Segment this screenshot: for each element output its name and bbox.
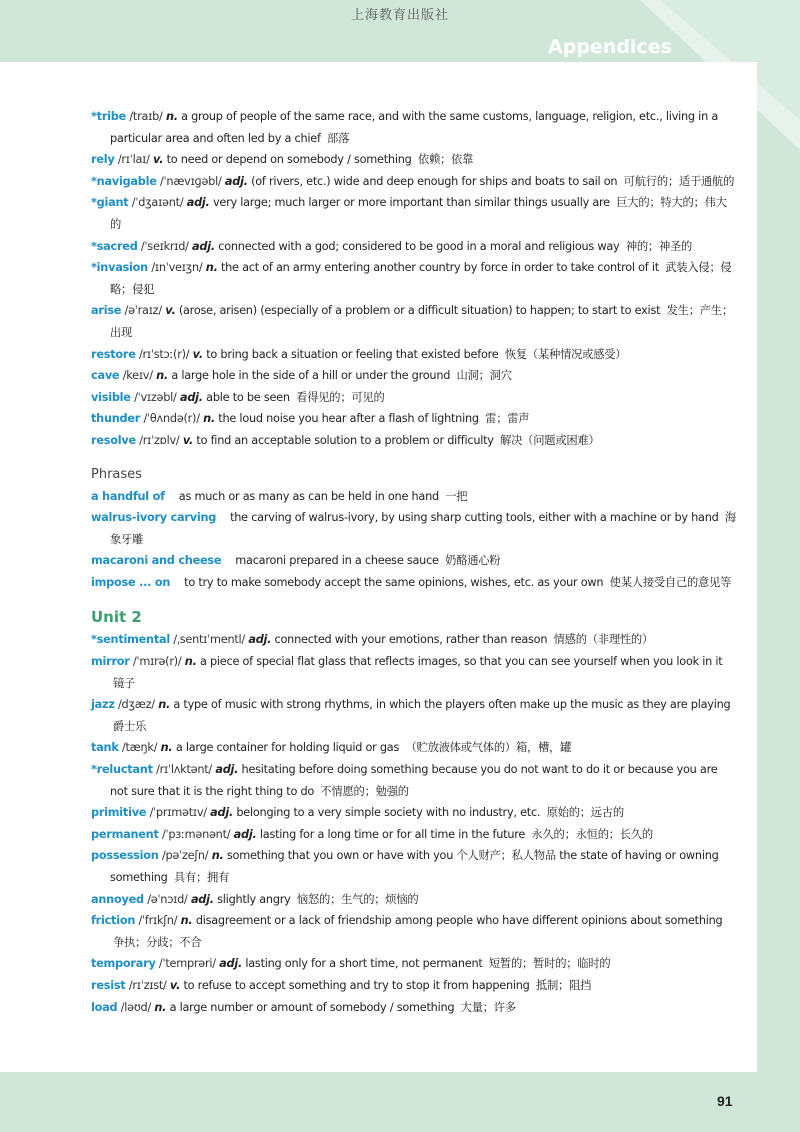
entry-translation: 具有；拥有 [173, 871, 230, 884]
entry-definition: a group of people of the same race, and with the same customs, language, religion, etc., living in a particular area and often led by a chief [110, 110, 718, 145]
entry-headword: arise [91, 304, 122, 318]
phrase-term: a handful of [91, 489, 165, 503]
word-entry [91, 300, 736, 343]
word-entry [91, 192, 736, 235]
entry-star: * [91, 196, 97, 210]
entry-pronunciation: /ˌsentɪˈmentl/ [173, 633, 245, 647]
entry-headword: giant [96, 196, 129, 210]
entry-pronunciation: /ˈvɪzəbl/ [134, 390, 177, 404]
entry-part-of-speech: n. [165, 110, 178, 123]
entry-definition: a type of music with strong rhythms, in which the players often make up the music as they are playing [173, 698, 731, 712]
entry-headword: permanent [91, 827, 159, 841]
entry-part-of-speech: n. [203, 412, 215, 426]
entry-pronunciation: /rɪˈzɪst/ [128, 978, 167, 992]
entry-part-of-speech: adj. [179, 390, 203, 404]
entry-part-of-speech: v. [153, 153, 164, 167]
entry-part-of-speech: v. [182, 433, 194, 447]
entry-headword: restore [91, 347, 136, 361]
entry-part-of-speech: adj. [248, 633, 272, 647]
entry-translation: 短暂的；暂时的；临时的 [488, 957, 611, 971]
entry-headword: resist [91, 978, 126, 992]
entry-translation: 依赖；依靠 [417, 153, 474, 167]
entry-star: * [91, 110, 97, 123]
entry-definition: very large; much larger or more important than similar things usually are [212, 196, 610, 210]
word-entry [91, 737, 736, 759]
entry-pronunciation: /ˈmɪrə(r)/ [132, 655, 182, 669]
entry-part-of-speech: adj. [190, 892, 214, 906]
phrase-definition: to try to make somebody accept the same opinions, wishes, etc. as your own [184, 575, 604, 589]
entry-pronunciation: /pəˈzeʃn/ [161, 849, 209, 863]
phrase-term: macaroni and cheese [91, 554, 222, 568]
word-entry [91, 387, 736, 409]
word-entry [91, 257, 736, 300]
entry-definition: connected with a god; considered to be good in a moral and religious way [218, 239, 620, 253]
entry-definition: connected with your emotions, rather than reason [274, 633, 548, 647]
entry-part-of-speech: adj. [210, 806, 234, 820]
entry-headword: primitive [91, 806, 147, 820]
entry-definition: (arose, arisen) (especially of a problem or a difficult situation) to happen; to start to exist [178, 304, 661, 318]
entry-pronunciation: /əˈnɔɪd/ [147, 892, 188, 906]
entry-translation: 爵士乐 [113, 719, 147, 733]
entry-definition: lasting only for a short time, not permanent [245, 957, 483, 971]
entry-definition: lasting for a long time or for all time in the future [259, 827, 526, 841]
entry-translation: 雷；雷声 [485, 412, 530, 426]
entry-star: * [91, 763, 97, 777]
unit2-word-list [91, 629, 736, 1018]
phrase-translation: 使某人接受自己的意见等 [609, 575, 732, 589]
entry-part-of-speech: adj. [224, 174, 248, 188]
word-entry [91, 889, 736, 911]
entry-pronunciation: /tæŋk/ [121, 741, 158, 755]
entry-translation: 镜子 [113, 676, 136, 690]
entry-part-of-speech: n. [180, 914, 193, 928]
entry-pronunciation: /ˈseɪkrɪd/ [140, 239, 189, 253]
entry-headword: rely [91, 153, 115, 167]
word-entry [91, 975, 736, 997]
entry-headword: jazz [91, 698, 115, 712]
entry-part-of-speech: adj. [192, 239, 215, 253]
phrase-entry [91, 550, 736, 572]
entry-star: * [91, 633, 97, 647]
entry-pronunciation: /ɪnˈveɪʒn/ [151, 261, 203, 275]
entry-definition: able to be seen [206, 390, 290, 404]
entry-part-of-speech: n. [154, 1000, 167, 1014]
entry-headword: sentimental [96, 633, 170, 647]
entry-translation: 发生；产生；出现 [110, 304, 733, 339]
word-entry [91, 171, 736, 193]
entry-headword: friction [91, 914, 136, 928]
phrase-term: walrus-ivory carving [91, 511, 217, 525]
word-entry [91, 824, 736, 846]
entry-headword: tribe [96, 110, 127, 123]
entry-pronunciation: /ˈdʒaɪənt/ [131, 196, 184, 210]
entry-pronunciation: /ˈprɪmətɪv/ [149, 806, 207, 820]
entry-definition: to need or depend on somebody / something [166, 153, 412, 167]
entry-definition: a piece of special flat glass that reflects images, so that you can see yourself when you look in it [199, 655, 723, 669]
entry-translation: 可航行的；适于通航的 [623, 174, 735, 188]
word-entry [91, 694, 736, 737]
entry-definition: to bring back a situation or feeling that existed before [206, 347, 499, 361]
word-entry [91, 845, 736, 888]
entry-translation: 恼怒的；生气的；烦恼的 [296, 892, 419, 906]
word-entry [91, 651, 736, 694]
entry-translation: 争执；分歧；不合 [113, 935, 202, 949]
word-entry [91, 910, 736, 953]
phrase-term: impose ... on [91, 575, 171, 589]
entry-headword: invasion [96, 261, 148, 275]
word-entry [91, 106, 736, 149]
entry-definition: to find an acceptable solution to a problem or difficulty [196, 433, 494, 447]
entry-part-of-speech: v. [169, 978, 181, 992]
entry-pronunciation: /rɪˈzɒlv/ [139, 433, 180, 447]
entry-definition: a large hole in the side of a hill or under the ground [171, 369, 451, 383]
entry-part-of-speech: v. [165, 304, 176, 318]
entry-headword: reluctant [96, 763, 153, 777]
word-entry [91, 408, 736, 430]
entry-definition: to refuse to accept something and try to stop it from happening [183, 978, 530, 992]
entry-translation: 抵制；阻挡 [535, 978, 592, 992]
phrase-list [91, 486, 736, 594]
entry-translation: 永久的；永恒的；长久的 [531, 827, 653, 841]
entry-translation: 山洞；洞穴 [456, 369, 512, 383]
entry-part-of-speech: n. [160, 741, 173, 755]
entry-translation: 原始的；远古的 [546, 806, 624, 820]
entry-definition: disagreement or a lack of friendship among people who have different opinions about something [195, 914, 723, 928]
entry-translation: 不情愿的；勉强的 [320, 784, 409, 798]
entry-headword: navigable [96, 174, 157, 188]
entry-pronunciation: /ləʊd/ [120, 1000, 152, 1014]
entry-pronunciation: /rɪˈlʌktənt/ [156, 763, 212, 777]
word-entry [91, 344, 736, 366]
entry-part-of-speech: adj. [215, 763, 239, 777]
entry-part-of-speech: adj. [186, 196, 210, 210]
section-title: Appendices [548, 36, 672, 58]
entry-pronunciation: /ˈfrɪkʃn/ [138, 914, 178, 928]
entry-definition: something that you own or have with you 个人财产；私人物品 the state of having or owning something [110, 849, 719, 884]
entry-translation: （贮放液体或气体的）箱，槽，罐 [405, 741, 572, 755]
entry-definition: belonging to a very simple society with no industry, etc. [236, 806, 541, 820]
entry-part-of-speech: n. [211, 849, 224, 863]
entry-pronunciation: /ˈpɜːmənənt/ [161, 827, 231, 841]
entry-translation: 武装入侵；侵略；侵犯 [110, 261, 732, 296]
phrase-entry [91, 572, 736, 594]
entry-definition: slightly angry [217, 892, 291, 906]
entry-pronunciation: /əˈraɪz/ [124, 304, 162, 318]
unit1-word-list [91, 106, 736, 452]
entry-part-of-speech: adj. [233, 827, 257, 841]
entry-translation: 大量；许多 [460, 1000, 516, 1014]
word-entry [91, 759, 736, 802]
page-number: 91 [717, 1093, 733, 1109]
entry-part-of-speech: n. [156, 369, 168, 383]
word-entry [91, 149, 736, 171]
entry-translation: 神的；神圣的 [625, 239, 693, 253]
entry-pronunciation: /ˈtemprəri/ [158, 957, 216, 971]
phrase-entry [91, 486, 736, 508]
entry-headword: cave [91, 369, 120, 383]
word-entry [91, 997, 736, 1019]
entry-definition: a large container for holding liquid or gas [175, 741, 400, 755]
entry-part-of-speech: v. [192, 347, 203, 361]
entry-definition: the loud noise you hear after a flash of lightning [218, 412, 479, 426]
entry-star: * [91, 239, 97, 253]
entry-part-of-speech: n. [158, 698, 171, 712]
entry-part-of-speech: n. [184, 655, 197, 669]
phrase-definition: macaroni prepared in a cheese sauce [235, 554, 439, 568]
entry-star: * [91, 261, 97, 275]
entry-pronunciation: /ˈnævɪɡəbl/ [160, 174, 222, 188]
phrase-entry [91, 507, 736, 550]
entry-translation: 部落 [327, 131, 350, 145]
phrase-translation: 奶酪通心粉 [445, 554, 501, 568]
entry-headword: visible [91, 390, 131, 404]
entry-headword: load [91, 1000, 118, 1014]
phrase-definition: the carving of walrus-ivory, by using sharp cutting tools, either with a machine or by hand [230, 511, 719, 525]
word-entry [91, 953, 736, 975]
entry-part-of-speech: adj. [219, 957, 243, 971]
phrase-translation: 一把 [445, 489, 468, 503]
word-entry [91, 629, 736, 651]
entry-part-of-speech: n. [205, 261, 218, 275]
entry-translation: 恢复（某种情况或感受） [504, 347, 627, 361]
word-entry [91, 802, 736, 824]
entry-headword: resolve [91, 433, 136, 447]
entry-translation: 解决（问题或困难） [500, 433, 600, 447]
entry-star: * [91, 174, 97, 188]
unit2-heading: Unit 2 [91, 608, 142, 627]
entry-translation: 巨大的；特大的；伟大的 [110, 196, 727, 231]
entry-definition: (of rivers, etc.) wide and deep enough for ships and boats to sail on [251, 174, 618, 188]
entry-headword: possession [91, 849, 159, 863]
entry-pronunciation: /rɪˈlaɪ/ [117, 153, 150, 167]
word-entry [91, 430, 736, 452]
entry-headword: mirror [91, 655, 130, 669]
entry-definition: the act of an army entering another country by force in order to take control of it [220, 261, 659, 275]
entry-headword: annoyed [91, 892, 144, 906]
entry-pronunciation: /rɪˈstɔː(r)/ [138, 347, 190, 361]
entry-pronunciation: /ˈθʌndə(r)/ [143, 412, 200, 426]
publisher-name: 上海教育出版社 [350, 8, 449, 23]
glossary-content [91, 106, 736, 1018]
entry-pronunciation: /keɪv/ [122, 369, 153, 383]
phrase-translation: 海象牙雕 [110, 511, 736, 546]
phrases-heading: Phrases [91, 466, 142, 482]
phrase-definition: as much or as many as can be held in one hand [178, 489, 439, 503]
word-entry [91, 365, 736, 387]
entry-translation: 看得见的；可见的 [296, 390, 385, 404]
word-entry [91, 236, 736, 258]
entry-pronunciation: /traɪb/ [129, 110, 163, 123]
entry-definition: hesitating before doing something because you do not want to do it or because you are not sure that it is the right thing to do [110, 763, 718, 798]
entry-translation: 情感的（非理性的） [553, 633, 654, 647]
entry-headword: sacred [96, 239, 138, 253]
entry-headword: temporary [91, 957, 156, 971]
entry-headword: thunder [91, 412, 141, 426]
entry-pronunciation: /dʒæz/ [118, 698, 155, 712]
entry-headword: tank [91, 741, 119, 755]
entry-definition: a large number or amount of somebody / something [169, 1000, 455, 1014]
